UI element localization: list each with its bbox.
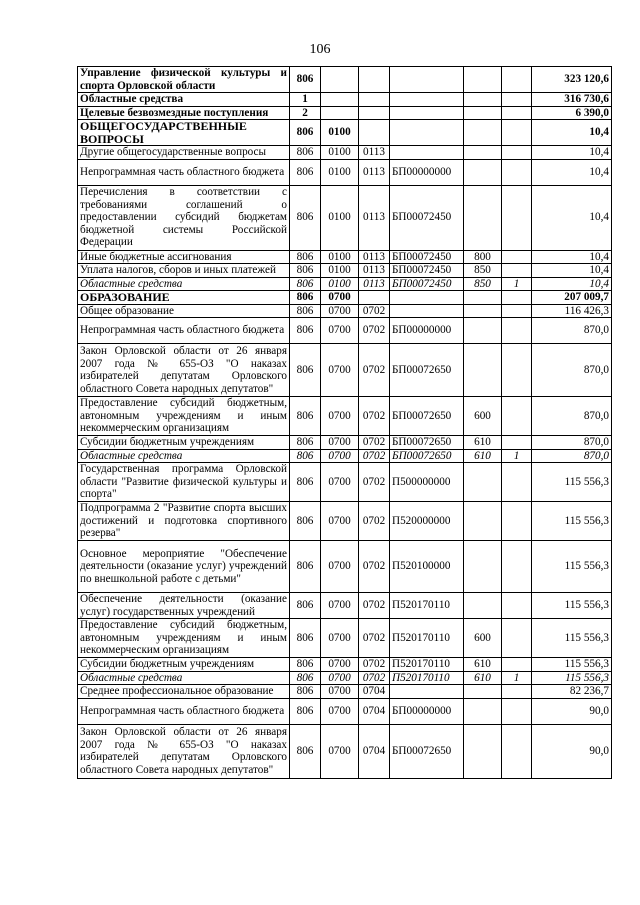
expense-type-cell: 850 [464,264,502,278]
amount-cell: 115 556,3 [532,502,612,541]
subsection-code-cell: 0702 [359,671,390,685]
expense-type-cell: 610 [464,671,502,685]
section-code-cell: 0700 [321,344,359,397]
table-row [78,685,612,699]
section-code-cell: 0700 [321,658,359,672]
row-name-cell: Предоставление субсидий бюджетным, автономным учреждениям и иным некоммерческим организациям [78,619,290,658]
section-code-cell: 0700 [321,449,359,463]
ministry-code-cell: 806 [290,449,321,463]
target-article-cell: П520170110 [390,658,464,672]
section-code-cell: 0700 [321,698,359,724]
amount-cell: 323 120,6 [532,67,612,93]
amount-cell: 10,4 [532,159,612,185]
ministry-code-cell: 1 [290,93,321,107]
expense-type-cell [464,685,502,699]
amount-cell: 207 009,7 [532,291,612,305]
row-name-cell: Непрограммная часть областного бюджета [78,698,290,724]
section-code-cell: 0100 [321,250,359,264]
funding-source-cell [502,67,532,93]
ministry-code-cell: 806 [290,250,321,264]
expense-type-cell [464,106,502,120]
funding-source-cell [502,159,532,185]
target-article-cell: БП00072450 [390,264,464,278]
target-article-cell: БП00000000 [390,698,464,724]
section-code-cell: 0100 [321,159,359,185]
table-row [78,250,612,264]
target-article-cell [390,106,464,120]
row-name-cell: Областные средства [78,449,290,463]
ministry-code-cell: 806 [290,658,321,672]
table-row [78,264,612,278]
expense-type-cell [464,159,502,185]
amount-cell: 870,0 [532,397,612,436]
expense-type-cell [464,93,502,107]
ministry-code-cell: 806 [290,463,321,502]
funding-source-cell: 1 [502,277,532,291]
section-code-cell: 0700 [321,436,359,450]
section-code-cell: 0700 [321,541,359,593]
section-code-cell: 0100 [321,277,359,291]
subsection-code-cell [359,291,390,305]
expense-type-cell [464,304,502,318]
ministry-code-cell: 806 [290,344,321,397]
amount-cell: 82 236,7 [532,685,612,699]
row-name-cell: Уплата налогов, сборов и иных платежей [78,264,290,278]
expense-type-cell [464,344,502,397]
budget-table [77,66,612,779]
expense-type-cell [464,318,502,344]
expense-type-cell [464,291,502,305]
subsection-code-cell: 0702 [359,344,390,397]
table-row [78,436,612,450]
expense-type-cell [464,185,502,250]
subsection-code-cell: 0113 [359,250,390,264]
target-article-cell: БП00000000 [390,318,464,344]
budget-table-body [78,67,612,779]
amount-cell: 870,0 [532,344,612,397]
funding-source-cell: 1 [502,671,532,685]
funding-source-cell [502,291,532,305]
row-name-cell: Областные средства [78,93,290,107]
section-code-cell [321,93,359,107]
section-code-cell [321,67,359,93]
subsection-code-cell: 0702 [359,658,390,672]
funding-source-cell [502,106,532,120]
expense-type-cell [464,541,502,593]
section-code-cell: 0700 [321,291,359,305]
table-row [78,318,612,344]
target-article-cell: БП00072450 [390,277,464,291]
funding-source-cell [502,304,532,318]
table-row [78,185,612,250]
funding-source-cell [502,318,532,344]
row-name-cell: Обеспечение деятельности (оказание услуг) государственных учреждений [78,593,290,619]
ministry-code-cell: 806 [290,304,321,318]
row-name-cell: ОБРАЗОВАНИЕ [78,291,290,305]
row-name-cell: Другие общегосударственные вопросы [78,146,290,160]
row-name-cell: Перечисления в соответствии с требованиями соглашений о предоставлении субсидий бюджетам бюджетной системы Российской Федерации [78,185,290,250]
amount-cell: 10,4 [532,277,612,291]
section-code-cell: 0700 [321,397,359,436]
target-article-cell [390,291,464,305]
subsection-code-cell: 0702 [359,449,390,463]
target-article-cell: П520170110 [390,619,464,658]
row-name-cell: Общее образование [78,304,290,318]
row-name-cell: Закон Орловской области от 26 января 2007 года № 655-ОЗ "О наказах избирателей депутатам Орловского областного Совета народных депутатов" [78,724,290,778]
amount-cell: 10,4 [532,146,612,160]
target-article-cell: П520170110 [390,671,464,685]
table-row [78,106,612,120]
table-row [78,541,612,593]
row-name-cell: Предоставление субсидий бюджетным, автономным учреждениям и иным некоммерческим организациям [78,397,290,436]
amount-cell: 90,0 [532,724,612,778]
section-code-cell: 0700 [321,593,359,619]
expense-type-cell: 610 [464,436,502,450]
subsection-code-cell: 0113 [359,264,390,278]
funding-source-cell [502,593,532,619]
target-article-cell [390,304,464,318]
subsection-code-cell: 0702 [359,304,390,318]
funding-source-cell [502,463,532,502]
row-name-cell: ОБЩЕГОСУДАРСТВЕННЫЕ ВОПРОСЫ [78,120,290,146]
subsection-code-cell: 0702 [359,502,390,541]
amount-cell: 115 556,3 [532,619,612,658]
subsection-code-cell [359,67,390,93]
section-code-cell: 0700 [321,304,359,318]
section-code-cell: 0700 [321,463,359,502]
subsection-code-cell: 0704 [359,698,390,724]
target-article-cell: БП00072650 [390,724,464,778]
target-article-cell: П520170110 [390,593,464,619]
section-code-cell: 0700 [321,724,359,778]
subsection-code-cell: 0702 [359,436,390,450]
funding-source-cell [502,658,532,672]
row-name-cell: Управление физической культуры и спорта Орловской области [78,67,290,93]
row-name-cell: Областные средства [78,277,290,291]
subsection-code-cell: 0702 [359,541,390,593]
subsection-code-cell: 0702 [359,619,390,658]
section-code-cell: 0100 [321,120,359,146]
table-row [78,93,612,107]
expense-type-cell: 610 [464,449,502,463]
expense-type-cell: 800 [464,250,502,264]
table-row [78,658,612,672]
row-name-cell: Подпрограмма 2 "Развитие спорта высших достижений и подготовка спортивного резерва" [78,502,290,541]
ministry-code-cell: 806 [290,397,321,436]
table-row [78,671,612,685]
ministry-code-cell: 806 [290,593,321,619]
row-name-cell: Среднее профессиональное образование [78,685,290,699]
expense-type-cell: 600 [464,397,502,436]
ministry-code-cell: 806 [290,291,321,305]
section-code-cell: 0100 [321,264,359,278]
ministry-code-cell: 806 [290,724,321,778]
amount-cell: 115 556,3 [532,671,612,685]
amount-cell: 10,4 [532,185,612,250]
funding-source-cell [502,436,532,450]
funding-source-cell [502,619,532,658]
target-article-cell: БП00072650 [390,436,464,450]
table-row [78,67,612,93]
target-article-cell: П520000000 [390,502,464,541]
subsection-code-cell: 0702 [359,593,390,619]
row-name-cell: Субсидии бюджетным учреждениям [78,658,290,672]
ministry-code-cell: 806 [290,159,321,185]
table-row [78,120,612,146]
funding-source-cell [502,502,532,541]
table-row [78,449,612,463]
amount-cell: 870,0 [532,318,612,344]
funding-source-cell [502,146,532,160]
ministry-code-cell: 806 [290,318,321,344]
ministry-code-cell: 806 [290,671,321,685]
table-row [78,724,612,778]
amount-cell: 115 556,3 [532,541,612,593]
ministry-code-cell: 806 [290,120,321,146]
amount-cell: 10,4 [532,264,612,278]
target-article-cell [390,146,464,160]
expense-type-cell [464,463,502,502]
ministry-code-cell: 806 [290,146,321,160]
target-article-cell: БП00000000 [390,159,464,185]
section-code-cell: 0100 [321,185,359,250]
table-row [78,146,612,160]
row-name-cell: Субсидии бюджетным учреждениям [78,436,290,450]
expense-type-cell [464,502,502,541]
ministry-code-cell: 806 [290,502,321,541]
subsection-code-cell [359,120,390,146]
row-name-cell: Целевые безвозмездные поступления [78,106,290,120]
expense-type-cell: 850 [464,277,502,291]
funding-source-cell [502,120,532,146]
page-number: 106 [309,42,331,57]
ministry-code-cell: 806 [290,277,321,291]
amount-cell: 90,0 [532,698,612,724]
subsection-code-cell [359,93,390,107]
funding-source-cell [502,541,532,593]
ministry-code-cell: 806 [290,619,321,658]
table-row [78,397,612,436]
amount-cell: 115 556,3 [532,463,612,502]
row-name-cell: Закон Орловской области от 26 января 2007 года № 655-ОЗ "О наказах избирателей депутатам Орловского областного Совета народных депутатов" [78,344,290,397]
amount-cell: 116 426,3 [532,304,612,318]
target-article-cell: БП00072650 [390,397,464,436]
subsection-code-cell: 0702 [359,397,390,436]
ministry-code-cell: 806 [290,541,321,593]
table-row [78,593,612,619]
subsection-code-cell [359,106,390,120]
ministry-code-cell: 2 [290,106,321,120]
funding-source-cell [502,698,532,724]
amount-cell: 115 556,3 [532,658,612,672]
subsection-code-cell: 0113 [359,146,390,160]
funding-source-cell [502,724,532,778]
section-code-cell: 0700 [321,502,359,541]
section-code-cell [321,106,359,120]
row-name-cell: Основное мероприятие "Обеспечение деятельности (оказание услуг) учреждений по внешкольной работе с детьми" [78,541,290,593]
row-name-cell: Государственная программа Орловской области "Развитие физической культуры и спорта" [78,463,290,502]
section-code-cell: 0100 [321,146,359,160]
table-row [78,463,612,502]
table-row [78,304,612,318]
subsection-code-cell: 0113 [359,277,390,291]
expense-type-cell [464,593,502,619]
ministry-code-cell: 806 [290,67,321,93]
section-code-cell: 0700 [321,318,359,344]
funding-source-cell [502,397,532,436]
subsection-code-cell: 0113 [359,159,390,185]
table-row [78,698,612,724]
target-article-cell: БП00072650 [390,344,464,397]
expense-type-cell [464,120,502,146]
expense-type-cell: 610 [464,658,502,672]
amount-cell: 10,4 [532,250,612,264]
expense-type-cell: 600 [464,619,502,658]
table-row [78,619,612,658]
subsection-code-cell: 0113 [359,185,390,250]
subsection-code-cell: 0704 [359,685,390,699]
expense-type-cell [464,724,502,778]
ministry-code-cell: 806 [290,685,321,699]
subsection-code-cell: 0702 [359,463,390,502]
amount-cell: 115 556,3 [532,593,612,619]
target-article-cell [390,67,464,93]
table-row [78,291,612,305]
subsection-code-cell: 0704 [359,724,390,778]
expense-type-cell [464,67,502,93]
funding-source-cell [502,250,532,264]
target-article-cell: П520100000 [390,541,464,593]
target-article-cell [390,93,464,107]
ministry-code-cell: 806 [290,436,321,450]
section-code-cell: 0700 [321,685,359,699]
ministry-code-cell: 806 [290,185,321,250]
row-name-cell: Иные бюджетные ассигнования [78,250,290,264]
funding-source-cell [502,93,532,107]
target-article-cell: БП00072450 [390,250,464,264]
subsection-code-cell: 0702 [359,318,390,344]
funding-source-cell [502,185,532,250]
table-row [78,502,612,541]
funding-source-cell: 1 [502,449,532,463]
row-name-cell: Непрограммная часть областного бюджета [78,159,290,185]
target-article-cell: БП00072650 [390,449,464,463]
section-code-cell: 0700 [321,619,359,658]
amount-cell: 10,4 [532,120,612,146]
expense-type-cell [464,146,502,160]
section-code-cell: 0700 [321,671,359,685]
funding-source-cell [502,264,532,278]
row-name-cell: Областные средства [78,671,290,685]
expense-type-cell [464,698,502,724]
target-article-cell: БП00072450 [390,185,464,250]
funding-source-cell [502,685,532,699]
target-article-cell: П500000000 [390,463,464,502]
target-article-cell [390,685,464,699]
amount-cell: 316 730,6 [532,93,612,107]
row-name-cell: Непрограммная часть областного бюджета [78,318,290,344]
table-row [78,277,612,291]
funding-source-cell [502,344,532,397]
ministry-code-cell: 806 [290,698,321,724]
amount-cell: 6 390,0 [532,106,612,120]
table-row [78,344,612,397]
amount-cell: 870,0 [532,449,612,463]
ministry-code-cell: 806 [290,264,321,278]
amount-cell: 870,0 [532,436,612,450]
target-article-cell [390,120,464,146]
table-row [78,159,612,185]
